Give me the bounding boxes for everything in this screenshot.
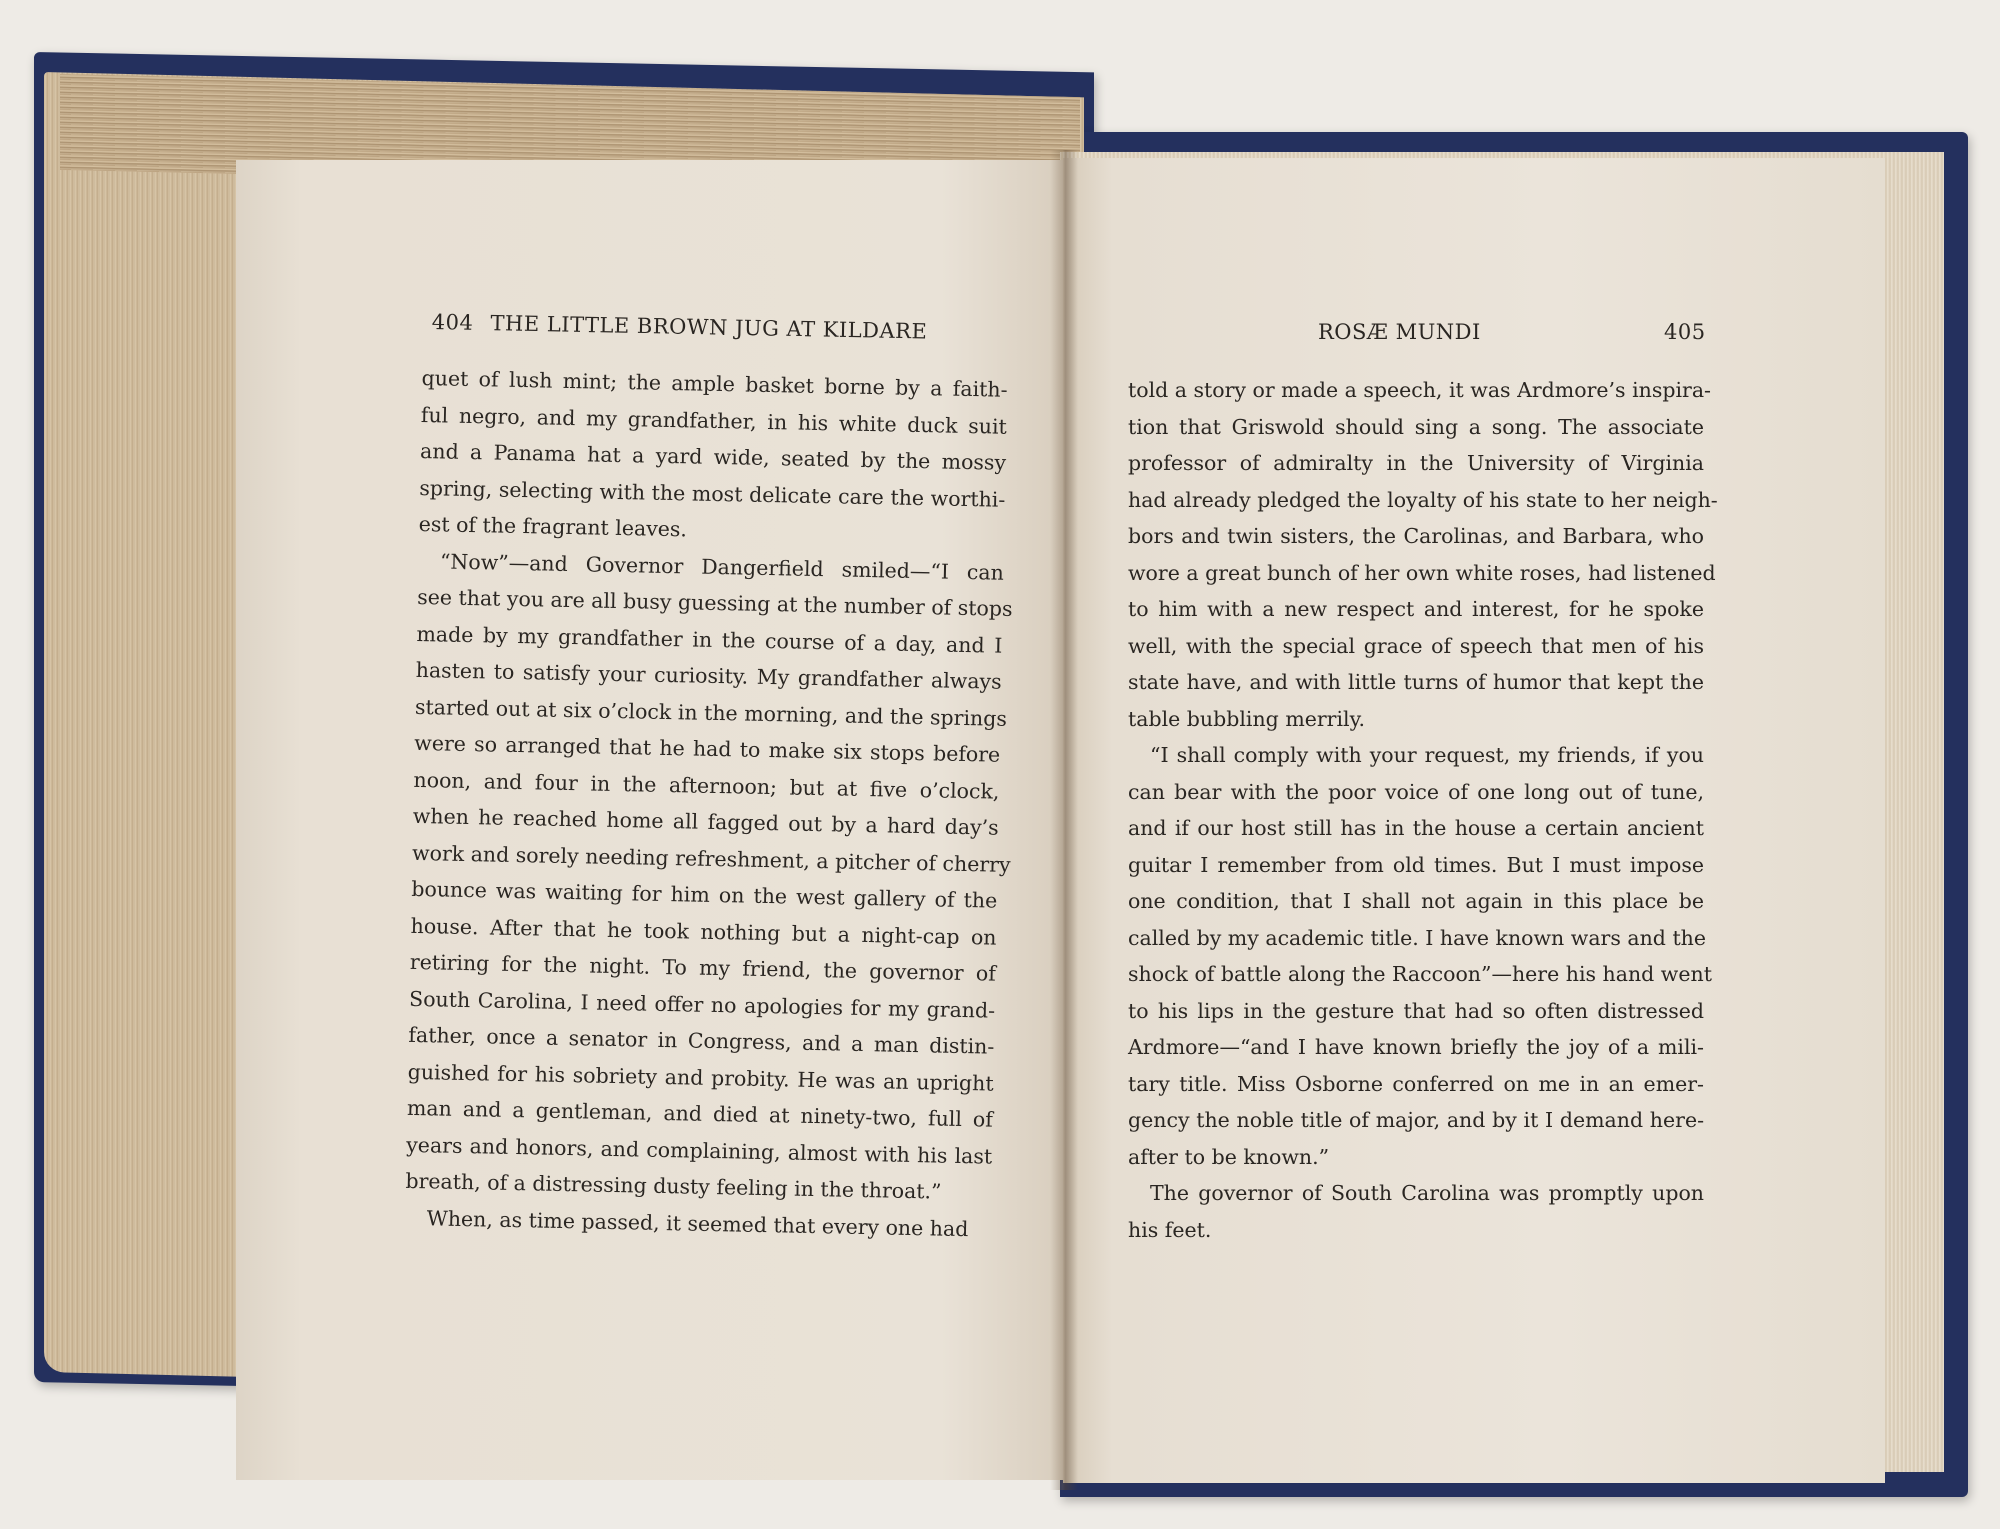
text-line: quet of lush mint; the ample basket borne by a faith- [421, 365, 1008, 402]
text-line: South Carolina, I need offer no apologies for my grand- [408, 986, 996, 1023]
text-line: made by my grandfather in the course of a day, and I [416, 621, 1003, 658]
right-page-number: 405 [1664, 320, 1706, 344]
text-line: guitar I remember from old times. But I must impose [1128, 852, 1704, 877]
text-line: started out at six o’clock in the morning, and the springs [414, 694, 1008, 731]
text-line: professor of admiralty in the University of Virginia [1128, 451, 1704, 475]
text-line: retiring for the night. To my friend, the governor of [409, 949, 997, 986]
text-line: wore a great bunch of her own white roses, had listened [1128, 560, 1716, 585]
text-line: and a Panama hat a yard wide, seated by the mossy [419, 438, 1007, 475]
text-line: called by my academic title. I have known wars and the [1128, 925, 1707, 950]
text-line: to him with a new respect and interest, for he spoke [1128, 597, 1704, 621]
text-line: man and a gentleman, and died at ninety-two, full of [406, 1095, 994, 1132]
text-line: can bear with the poor voice of one long out of tune, [1128, 779, 1704, 804]
text-line: The governor of South Carolina was promptly upon [1150, 1181, 1704, 1205]
text-line: shock of battle along the Raccoon”—here his hand went [1128, 962, 1712, 986]
right-page-body [1128, 372, 1718, 1248]
text-line: were so arranged that he had to make six stops before [414, 730, 1001, 767]
text-line: bounce was waiting for him on the west gallery of the [411, 876, 998, 913]
text-line: Ardmore—“and I have known briefly the joy of a mili- [1128, 1035, 1704, 1059]
text-line: breath, of a distressing dusty feeling in the throat.” [405, 1168, 942, 1204]
text-line: house. After that he took nothing but a night-cap on [410, 913, 997, 950]
text-line: spring, selecting with the most delicate care the worthi- [419, 475, 1006, 512]
left-page-body [404, 360, 1013, 1248]
text-line: and if our host still has in the house a certain ancient [1128, 816, 1704, 840]
text-line: gency the noble title of major, and by it I demand here- [1128, 1108, 1704, 1132]
right-running-title: ROSÆ MUNDI [1318, 320, 1481, 344]
text-line: tion that Griswold should sing a song. The associate [1128, 414, 1704, 439]
text-line: well, with the special grace of speech that men of his [1128, 633, 1704, 658]
text-line: hasten to satisfy your curiosity. My grandfather always [415, 657, 1002, 694]
text-line: “Now”—and Governor Dangerfield smiled—“I can [439, 548, 1005, 585]
text-line: ful negro, and my grandfather, in his white duck suit [420, 402, 1008, 439]
text-line: years and honors, and complaining, almost with his last [406, 1132, 993, 1169]
text-line: table bubbling merrily. [1128, 706, 1365, 731]
text-line: tary title. Miss Osborne conferred on me in an emer- [1128, 1071, 1704, 1096]
text-line: to his lips in the gesture that had so often distressed [1128, 998, 1704, 1023]
book-gutter [1050, 150, 1078, 1490]
text-line: had already pledged the loyalty of his state to her neigh- [1128, 487, 1718, 512]
text-line: work and sorely needing refreshment, a pitcher of cherry [411, 840, 1011, 877]
text-line: state have, and with little turns of humor that kept the [1128, 670, 1704, 694]
text-line: father, once a senator in Congress, and a man distin- [408, 1022, 995, 1059]
text-line: guished for his sobriety and probity. He was an upright [407, 1059, 994, 1096]
text-line: When, as time passed, it seemed that every one had [426, 1205, 969, 1241]
text-line: see that you are all busy guessing at the number of stops [417, 584, 1013, 621]
text-line: noon, and four in the afternoon; but at five o’clock, [413, 767, 1000, 804]
left-running-title: THE LITTLE BROWN JUG AT KILDARE [490, 311, 928, 344]
text-line: one condition, that I shall not again in this place be [1128, 889, 1704, 913]
text-line: bors and twin sisters, the Carolinas, and Barbara, who [1128, 524, 1704, 548]
text-line: when he reached home all fagged out by a hard day’s [412, 803, 999, 840]
left-page-number: 404 [431, 310, 474, 335]
text-line: his feet. [1128, 1217, 1212, 1242]
text-line: after to be known.” [1128, 1144, 1330, 1169]
text-line: est of the fragrant leaves. [418, 511, 688, 542]
text-line: “I shall comply with your request, my friends, if you [1150, 743, 1704, 767]
text-line: told a story or made a speech, it was Ardmore’s inspira- [1128, 378, 1711, 402]
